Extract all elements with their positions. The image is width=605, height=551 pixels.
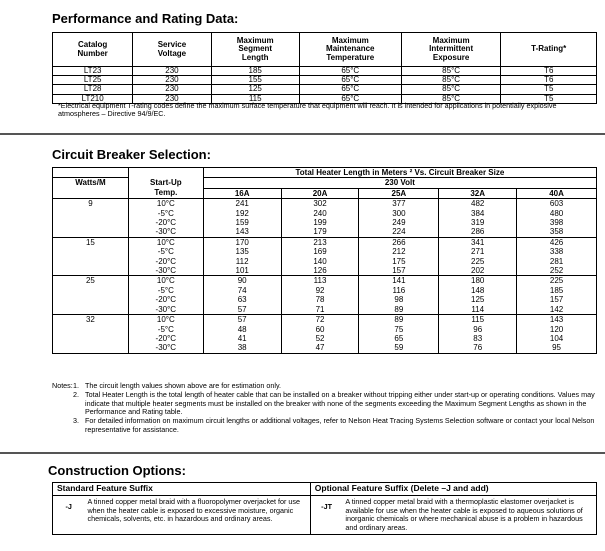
circuit-length-value: 142 [517, 305, 597, 315]
cb-data-row [53, 237, 597, 247]
circuit-length-value: 398 [517, 218, 597, 227]
circuit-length-value: 271 [439, 247, 517, 256]
startup-temp: -5°C [128, 247, 203, 256]
optional-suffix-code: -JT [321, 502, 332, 511]
watts-value [53, 305, 129, 315]
construction-row [53, 496, 597, 535]
circuit-length-value: 157 [359, 266, 439, 276]
circuit-length-value: 98 [359, 295, 439, 304]
watts-value [53, 209, 129, 218]
watts-value [53, 218, 129, 227]
circuit-breaker-body [53, 168, 597, 354]
column-header-line: Maximum [236, 36, 274, 46]
circuit-length-value: 141 [359, 276, 439, 286]
circuit-length-value: 47 [281, 343, 359, 353]
circuit-length-value: 113 [281, 276, 359, 286]
circuit-length-value: 125 [439, 295, 517, 304]
performance-cell: LT210 [53, 94, 133, 103]
circuit-length-value: 159 [203, 218, 281, 227]
performance-cell: 230 [133, 85, 211, 94]
circuit-length-value: 65 [359, 334, 439, 343]
circuit-length-value: 192 [203, 209, 281, 218]
circuit-length-value: 83 [439, 334, 517, 343]
performance-column-header [299, 33, 401, 67]
circuit-length-value: 169 [281, 247, 359, 256]
watts-value: 9 [88, 199, 93, 209]
circuit-length-value: 266 [359, 237, 439, 247]
circuit-length-value: 59 [359, 343, 439, 353]
performance-table [52, 32, 597, 104]
watts-value [53, 325, 129, 334]
circuit-length-value: 225 [517, 276, 597, 286]
performance-cell: 65°C [299, 67, 401, 76]
circuit-length-value: 240 [281, 209, 359, 218]
performance-cell: T5 [501, 94, 597, 103]
circuit-length-value: 175 [359, 257, 439, 266]
note-item [73, 390, 595, 417]
circuit-length-value: 212 [359, 247, 439, 256]
startup-temp: 10°C [128, 315, 203, 325]
cb-data-row [53, 295, 597, 304]
performance-cell: 155 [211, 76, 299, 85]
startup-label-line: Start-Up [128, 178, 203, 188]
circuit-length-value: 38 [203, 343, 281, 353]
circuit-length-value: 157 [517, 295, 597, 304]
circuit-length-value: 224 [359, 227, 439, 237]
performance-row [53, 85, 597, 94]
breaker-size-20a: 20A [281, 188, 359, 198]
circuit-length-value: 63 [203, 295, 281, 304]
watts-value: 25 [85, 276, 95, 286]
performance-header-row [53, 33, 597, 67]
circuit-length-value: 199 [281, 218, 359, 227]
circuit-length-value: 78 [281, 295, 359, 304]
performance-column-header [53, 33, 133, 67]
watts-value [53, 334, 129, 343]
note-text: The circuit length values shown above are for estimation only. [85, 381, 282, 390]
circuit-length-value: 252 [517, 266, 597, 276]
startup-temp: -20°C [128, 218, 203, 227]
circuit-length-value: 482 [439, 199, 517, 209]
circuit-length-value: 116 [359, 286, 439, 295]
watts-value [53, 286, 129, 295]
performance-cell: 85°C [401, 94, 501, 103]
circuit-length-value: 52 [281, 334, 359, 343]
cb-data-row [53, 199, 597, 209]
circuit-length-value: 180 [439, 276, 517, 286]
performance-cell: 125 [211, 85, 299, 94]
performance-cell: T6 [501, 76, 597, 85]
circuit-length-value: 384 [439, 209, 517, 218]
cb-data-row [53, 257, 597, 266]
performance-cell: 230 [133, 94, 211, 103]
circuit-length-value: 90 [203, 276, 281, 286]
circuit-length-value: 101 [203, 266, 281, 276]
cb-breaker-row [53, 188, 597, 198]
column-header-line: Number [77, 48, 108, 58]
circuit-length-value: 225 [439, 257, 517, 266]
watts-value [53, 257, 129, 266]
cb-data-row [53, 227, 597, 237]
performance-cell: 65°C [299, 94, 401, 103]
performance-cell: 65°C [299, 76, 401, 85]
breaker-size-16a: 16A [203, 188, 281, 198]
performance-body [53, 67, 597, 104]
circuit-length-value: 126 [281, 266, 359, 276]
breaker-size-40a: 40A [517, 188, 597, 198]
column-header-line: Service [157, 40, 187, 50]
circuit-length-value: 57 [203, 315, 281, 325]
performance-cell: 85°C [401, 67, 501, 76]
performance-cell: LT25 [53, 76, 133, 85]
circuit-length-value: 57 [203, 305, 281, 315]
t-rating-footnote: *Electrical equipment T-rating codes define the maximum surface temperature that equipment will reach. It is intended for applications in potentially explosive atmospheres – Directive 94/9/EC. [58, 101, 557, 119]
circuit-length-value: 71 [281, 305, 359, 315]
circuit-length-value: 48 [203, 325, 281, 334]
performance-row [53, 67, 597, 76]
note-number: 1. [73, 381, 79, 390]
circuit-length-value: 286 [439, 227, 517, 237]
note-item [73, 416, 595, 434]
circuit-length-value: 143 [517, 315, 597, 325]
circuit-length-value: 120 [517, 325, 597, 334]
column-header-line: Maximum [331, 36, 369, 46]
note-number: 2. [73, 390, 79, 399]
column-header-line: Segment [238, 44, 273, 54]
circuit-length-value: 300 [359, 209, 439, 218]
circuit-length-value: 74 [203, 286, 281, 295]
circuit-length-value: 358 [517, 227, 597, 237]
cb-data-row [53, 218, 597, 227]
column-header-line: Length [241, 52, 269, 62]
watts-value: 32 [85, 315, 95, 325]
watts-value [53, 247, 129, 256]
startup-temp: -20°C [128, 295, 203, 304]
startup-temp: -20°C [128, 257, 203, 266]
circuit-length-value: 115 [439, 315, 517, 325]
performance-cell: 115 [211, 94, 299, 103]
performance-cell: 65°C [299, 85, 401, 94]
performance-cell: 185 [211, 67, 299, 76]
circuit-length-value: 143 [203, 227, 281, 237]
watts-value: 15 [85, 237, 95, 247]
startup-temp: -30°C [128, 305, 203, 315]
circuit-length-value: 603 [517, 199, 597, 209]
performance-cell: 85°C [401, 85, 501, 94]
cb-data-row [53, 325, 597, 334]
circuit-length-value: 140 [281, 257, 359, 266]
optional-suffix-description: A tinned copper metal braid with a thermoplastic elastomer overjacket is available for use when the heater cable is exposed to aqueous solutions of inorganic chemicals or where mechanical abuse is a problem in hazardous and ordinary areas. [345, 497, 583, 532]
circuit-length-value: 75 [359, 325, 439, 334]
section-divider [0, 452, 605, 454]
startup-temp: -5°C [128, 325, 203, 334]
circuit-length-value: 185 [517, 286, 597, 295]
circuit-breaker-table [52, 167, 597, 354]
performance-column-header [501, 33, 597, 67]
breaker-size-25a: 25A [359, 188, 439, 198]
watts-value [53, 343, 129, 353]
cb-data-row [53, 334, 597, 343]
circuit-length-value: 76 [439, 343, 517, 353]
performance-heading: Performance and Rating Data: [52, 11, 239, 26]
circuit-length-value: 480 [517, 209, 597, 218]
circuit-length-value: 338 [517, 247, 597, 256]
performance-cell: LT28 [53, 85, 133, 94]
circuit-length-value: 241 [203, 199, 281, 209]
column-header-line: Voltage [157, 48, 187, 58]
startup-temp: 10°C [128, 237, 203, 247]
note-text: Total Heater Length is the total length of heater cable that can be installed on a breaker without tripping either under start-up or operating conditions. Values may indicate that multiple heater segments must be installed on the breaker with none of the segments exceeding the Maximum Segment Lengths as shown in the Performance and Rating table. [85, 390, 595, 417]
circuit-length-value: 92 [281, 286, 359, 295]
startup-temp: -5°C [128, 209, 203, 218]
startup-temp: -30°C [128, 266, 203, 276]
optional-suffix-header: Optional Feature Suffix (Delete –J and add) [310, 483, 596, 496]
cb-data-row [53, 315, 597, 325]
breaker-size-32a: 32A [439, 188, 517, 198]
circuit-length-value: 170 [203, 237, 281, 247]
column-header-line: Maintenance [326, 44, 375, 54]
construction-table [52, 482, 597, 535]
notes-label: Notes: [52, 381, 73, 390]
circuit-length-value: 60 [281, 325, 359, 334]
circuit-length-value: 319 [439, 218, 517, 227]
standard-suffix-header: Standard Feature Suffix [53, 483, 311, 496]
watts-value [53, 295, 129, 304]
circuit-length-value: 213 [281, 237, 359, 247]
construction-heading: Construction Options: [48, 463, 186, 478]
column-header-line: Exposure [432, 52, 470, 62]
performance-column-header [211, 33, 299, 67]
column-header-line: Maximum [432, 36, 470, 46]
circuit-length-value: 135 [203, 247, 281, 256]
circuit-length-value: 148 [439, 286, 517, 295]
circuit-length-value: 41 [203, 334, 281, 343]
circuit-length-value: 341 [439, 237, 517, 247]
startup-temp: -30°C [128, 227, 203, 237]
circuit-length-value: 114 [439, 305, 517, 315]
circuit-length-value: 89 [359, 305, 439, 315]
column-header-line: Intermittent [429, 44, 474, 54]
startup-temp: -5°C [128, 286, 203, 295]
section-divider [0, 133, 605, 135]
column-header-line: Catalog [77, 40, 108, 50]
startup-temp: -30°C [128, 343, 203, 353]
cb-data-row [53, 305, 597, 315]
watts-label: Watts/M [75, 178, 106, 188]
cb-voltage-row [53, 178, 597, 188]
performance-column-header [401, 33, 501, 67]
construction-header-row [53, 483, 597, 496]
circuit-length-value: 89 [359, 315, 439, 325]
column-header-line: T-Rating* [531, 44, 567, 54]
performance-cell: 85°C [401, 76, 501, 85]
circuit-length-value: 96 [439, 325, 517, 334]
circuit-length-value: 249 [359, 218, 439, 227]
startup-temp: 10°C [128, 276, 203, 286]
note-number: 3. [73, 416, 79, 425]
circuit-length-value: 426 [517, 237, 597, 247]
circuit-length-value: 72 [281, 315, 359, 325]
circuit-length-value: 377 [359, 199, 439, 209]
cb-blank-cell [53, 188, 129, 198]
column-header-line: Temperature [326, 52, 375, 62]
cb-blank-cell [53, 168, 129, 178]
performance-cell: T6 [501, 67, 597, 76]
standard-suffix-code: -J [65, 502, 72, 511]
circuit-length-value: 302 [281, 199, 359, 209]
cb-data-row [53, 343, 597, 353]
performance-cell: 230 [133, 76, 211, 85]
performance-cell: LT23 [53, 67, 133, 76]
performance-row [53, 76, 597, 85]
cb-data-row [53, 266, 597, 276]
circuit-breaker-heading: Circuit Breaker Selection: [52, 147, 211, 162]
note-text: For detailed information on maximum circuit lengths or additional voltages, refer to Nelson Heat Tracing Systems Selection software or contact your local Nelson representative for assistance. [85, 416, 595, 434]
cb-data-row [53, 247, 597, 256]
cb-table-title: Total Heater Length in Meters ² Vs. Circuit Breaker Size [203, 168, 596, 178]
startup-temp: -20°C [128, 334, 203, 343]
cb-title-row [53, 168, 597, 178]
performance-cell: 230 [133, 67, 211, 76]
cb-blank-cell [128, 168, 203, 178]
circuit-length-value: 104 [517, 334, 597, 343]
cb-data-row [53, 276, 597, 286]
cb-data-row [53, 209, 597, 218]
startup-label-line: Temp. [128, 188, 203, 198]
circuit-length-value: 281 [517, 257, 597, 266]
circuit-length-value: 95 [517, 343, 597, 353]
watts-value [53, 227, 129, 237]
performance-column-header [133, 33, 211, 67]
circuit-length-value: 112 [203, 257, 281, 266]
startup-temp: 10°C [128, 199, 203, 209]
watts-value [53, 266, 129, 276]
standard-suffix-description: A tinned copper metal braid with a fluoropolymer overjacket for use when the heater cable is exposed to excessive moisture, organic chemicals, solvents, etc. in hazardous and ordinary areas. [84, 496, 310, 535]
voltage-label: 230 Volt [203, 178, 596, 188]
circuit-length-value: 202 [439, 266, 517, 276]
circuit-length-value: 179 [281, 227, 359, 237]
cb-data-row [53, 286, 597, 295]
performance-cell: T5 [501, 85, 597, 94]
